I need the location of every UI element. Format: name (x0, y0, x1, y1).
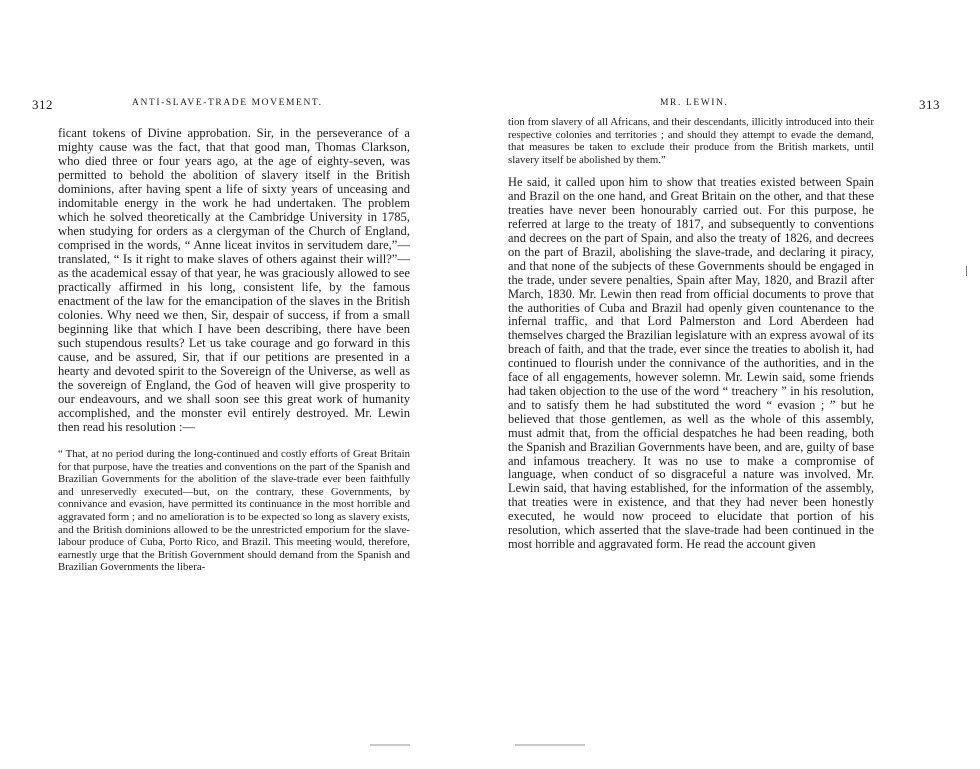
running-head: MR. LEWIN. (660, 98, 729, 108)
running-head: ANTI-SLAVE-TRADE MOVEMENT. (132, 98, 323, 108)
paragraph: ficant tokens of Divine approbation. Sir, in the perseverance of a mighty cause was the fact, that that good man, Thomas Clarkson, who died three or four years ago, at the age of eighty-seven, was permitted to behold the abolition of slavery itself in the British dominions, after having spent a life of sixty years of unceasing and indomitable energy in the work he had undertaken. The problem which he solved theoretically at the Cambridge University in 1785, when studying for orders as a clergyman of the Church of England, comprised in the words, “ Anne liceat invitos in servitudem dare,”—translated, “ Is it right to make slaves of others against their will?”—as the academical essay of that year, he was graciously allowed to see practically affirmed in his long, consistent life, by the famous enactment of the law for the emancipation of the slaves in the British colonies. Why need we then, Sir, despair of success, if from a small beginning like that which I have been describing, there have been such stupendous results? Let us take courage and go forward in this cause, and be assured, Sir, that if our petitions are presented in a hearty and devoted spirit to the Sovereign of the Universe, as well as the sovereign of England, the God of heaven will give prosperity to our endeavours, and we shall soon see this great work of humanity accomplished, and the monster evil entirely destroyed. Mr. Lewin then read his resolution :— (58, 126, 410, 434)
margin-mark (966, 266, 967, 276)
page-number: 312 (32, 97, 53, 112)
right-page-header (510, 97, 940, 113)
right-page-body (508, 116, 874, 552)
resolution-quote: “ That, at no period during the long-continued and costly efforts of Great Britain for that purpose, have the treaties and conventions on the part of the Spanish and Brazilian Governments for the abolition of the slave-trade ever been faithfully and unreservedly executed—but, on the contrary, these Governments, by connivance and evasion, have permitted its continuance in the most horrible and aggravated form ; and no amelioration is to be expected so long as slavery exists, and the British dominions allowed to be the unrestricted emporium for the slave-labour produce of Cuba, Porto Rico, and Brazil. This meeting would, therefore, earnestly urge that the British Government should demand from the Spanish and Brazilian Governments the libera- (58, 448, 410, 574)
left-page-header (32, 97, 412, 113)
scan-smudge (370, 744, 410, 746)
right-page (490, 0, 980, 769)
scan-smudge (515, 744, 585, 746)
page-number: 313 (919, 97, 940, 112)
left-page-body (58, 126, 410, 574)
resolution-quote-continued: tion from slavery of all Africans, and their descendants, illicitly introduced into their respective colonies and territories ; and should they attempt to evade the demand, that measures be taken to exclude their produce from the British markets, until slavery itself be abolished by them.” (508, 116, 874, 166)
paragraph: He said, it called upon him to show that treaties existed between Spain and Brazil on the one hand, and Great Britain on the other, and that these treaties have never been honourably carried out. For this purpose, he referred at large to the treaty of 1817, and subsequently to conventions and decrees on the part of Spain, and also the treaty of 1826, and decrees on the part of Brazil, abolishing the slave-trade, and declaring it piracy, and that none of the subjects of these Governments should be engaged in the trade, under severe penalties, Spain after May, 1820, and Brazil after March, 1830. Mr. Lewin then read from official documents to prove that the authorities of Cuba and Brazil had openly given countenance to the infernal traffic, and that Lord Palmerston and Lord Aberdeen had themselves charged the Brazilian legislature with an express avowal of its breach of faith, and that the trade, ever since the treaties to abolish it, had continued to flourish under the connivance of the authorities, and in the face of all engagements, however solemn. Mr. Lewin said, some friends had taken objection to the use of the word “ treachery ” in his resolution, and to satisfy them he had substituted the word “ evasion ; ” but he believed that those gentlemen, as well as the whole of this assembly, must admit that, from the official despatches he had been reading, both the Spanish and Brazilian Governments have been, and are, guilty of base and infamous treachery. It was no use to make a compromise of language, when conduct of so disgraceful a nature was involved. Mr. Lewin said, that having established, for the information of the assembly, that treaties were in existence, and that they had never been honestly executed, he would now proceed to elucidate that portion of his resolution, which asserted that the slave-trade had been continued in the most horrible and aggravated form. He read the account given (508, 175, 874, 551)
